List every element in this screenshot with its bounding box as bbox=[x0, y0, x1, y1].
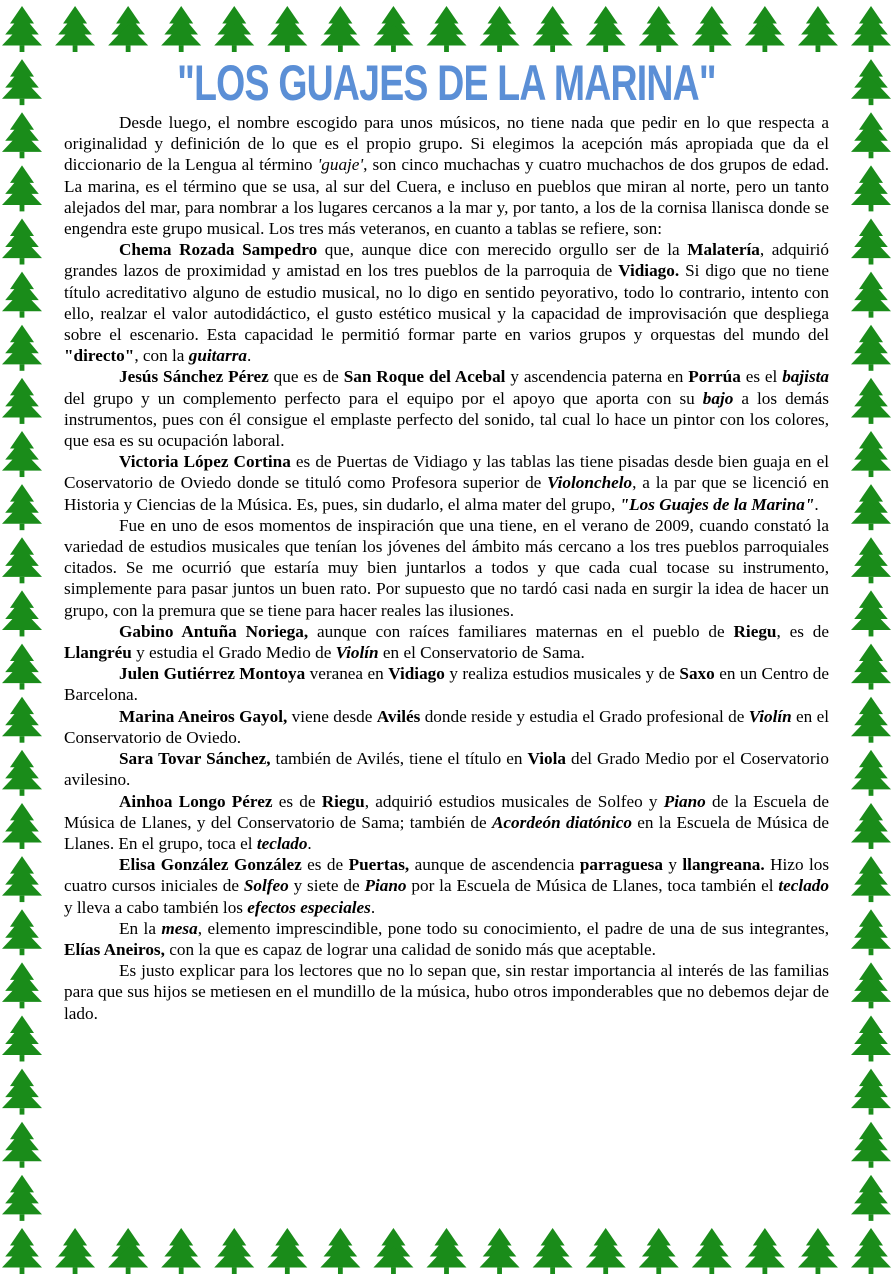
pine-tree-icon bbox=[2, 378, 42, 424]
pine-tree-icon bbox=[586, 6, 626, 52]
paragraph-gabino bbox=[64, 621, 829, 663]
text-run: en la Escuela de Música de Llanes. En el grupo, toca el bbox=[64, 812, 829, 853]
paragraph-julen bbox=[64, 663, 829, 705]
pine-tree-icon bbox=[2, 272, 42, 318]
paragraph-mesa bbox=[64, 918, 829, 960]
pine-tree-icon bbox=[798, 6, 838, 52]
text-run: Vidiago bbox=[388, 664, 445, 684]
text-run: Victoria López Cortina bbox=[119, 452, 291, 472]
pine-tree-icon bbox=[2, 909, 42, 955]
pine-tree-icon bbox=[320, 6, 360, 52]
page-title: "LOS GUAJES DE LA MARINA" bbox=[177, 56, 716, 112]
text-run: y ascendencia paterna en bbox=[505, 367, 689, 387]
pine-tree-icon bbox=[108, 6, 148, 52]
pine-tree-icon bbox=[2, 1015, 42, 1061]
pine-tree-icon bbox=[851, 431, 891, 477]
text-run: y estudia el Grado Medio de bbox=[131, 643, 336, 663]
text-run: , con la bbox=[134, 346, 189, 366]
pine-tree-icon bbox=[851, 590, 891, 636]
pine-tree-icon bbox=[692, 6, 732, 52]
text-run: Sara Tovar Sánchez, bbox=[119, 749, 271, 769]
pine-tree-icon bbox=[851, 1175, 891, 1221]
pine-tree-icon bbox=[851, 165, 891, 211]
pine-tree-icon bbox=[214, 6, 254, 52]
text-run: . bbox=[247, 346, 252, 366]
pine-tree-icon bbox=[161, 1228, 201, 1274]
pine-tree-icon bbox=[851, 484, 891, 530]
pine-tree-icon bbox=[851, 856, 891, 902]
text-run: viene desde bbox=[287, 706, 377, 726]
pine-tree-icon bbox=[851, 272, 891, 318]
text-run: Vidiago. bbox=[618, 261, 680, 281]
text-run: Acordeón diatónico bbox=[491, 812, 632, 832]
pine-tree-icon bbox=[639, 1228, 679, 1274]
text-run: es de Puertas de Vidiago y las tablas las tiene pisadas desde bien guaja en el Coservatorio de Oviedo donde se tituló como Profesora superior de bbox=[64, 452, 830, 493]
pine-tree-icon bbox=[427, 6, 467, 52]
text-run: bajo bbox=[702, 388, 734, 408]
pine-tree-icon bbox=[108, 1228, 148, 1274]
text-run: En la bbox=[119, 918, 162, 938]
pine-tree-icon bbox=[480, 6, 520, 52]
text-run: , adquirió estudios musicales de Solfeo y bbox=[364, 791, 664, 811]
text-run: a los demás instrumentos, pues con él consigue el emplaste perfecto del sonido, tal cual lo hace un pintor con los colores, que esa es su ocupación laboral. bbox=[64, 388, 829, 451]
pine-tree-icon bbox=[851, 962, 891, 1008]
text-run: que es de bbox=[268, 367, 344, 387]
pine-tree-icon bbox=[851, 909, 891, 955]
text-run: guitarra bbox=[188, 346, 248, 366]
text-run: con la que es capaz de lograr una calidad de sonido más que aceptable. bbox=[164, 939, 656, 959]
paragraph-elisa bbox=[64, 854, 829, 918]
pine-tree-icon bbox=[851, 537, 891, 583]
text-run: es el bbox=[740, 367, 783, 387]
pine-tree-icon bbox=[427, 1228, 467, 1274]
pine-tree-icon bbox=[2, 750, 42, 796]
pine-tree-icon bbox=[2, 1228, 42, 1274]
pine-tree-icon bbox=[533, 6, 573, 52]
text-run: Violín bbox=[748, 706, 792, 726]
pine-tree-icon bbox=[267, 1228, 307, 1274]
text-run: Chema Rozada Sampedro bbox=[119, 240, 318, 260]
text-run: Es justo explicar para los lectores que no lo sepan que, sin restar importancia al interés de las familias para que sus hijos se metiesen en el mundillo de la música, hubo otros imponderables que no debemos dejar de lado. bbox=[64, 961, 829, 1023]
text-run: que, aunque dice con merecido orgullo ser de la bbox=[317, 240, 688, 260]
pine-tree-icon bbox=[2, 1175, 42, 1221]
text-run: aunque de ascendencia bbox=[409, 855, 580, 875]
pine-tree-icon bbox=[2, 1122, 42, 1168]
text-run: Violín bbox=[335, 643, 379, 663]
text-run: Ainhoa Longo Pérez bbox=[119, 791, 273, 811]
text-run: , a la par que se licenció en Historia y Ciencias de la Música. Es, pues, sin dudarlo, el alma mater del grupo, bbox=[64, 473, 829, 514]
text-run: Elisa González González bbox=[119, 855, 302, 875]
text-run: Fue en uno de esos momentos de inspiración que una tiene, en el verano de 2009, cuando constató la variedad de estudios musicales que tenían los jóvenes del ámbito más cercano a los tres pueblos parroquiales citados. Se me ocurrió que estaría muy bien juntarlos a todos y que cada cual tocase su instrumento, simplemente para pasar juntos un buen rato. Por supuesto que no tardó casi nada en surgir la idea de hacer un grupo, con la premura que se tiene para hacer reales las ilusiones. bbox=[64, 515, 829, 620]
pine-tree-icon bbox=[2, 590, 42, 636]
pine-tree-icon bbox=[851, 1122, 891, 1168]
pine-tree-icon bbox=[2, 856, 42, 902]
text-run: Piano bbox=[364, 876, 407, 896]
pine-tree-icon bbox=[480, 1228, 520, 1274]
pine-tree-icon bbox=[533, 1228, 573, 1274]
text-run: Violonchelo bbox=[547, 473, 633, 493]
text-run: Malatería bbox=[687, 240, 760, 260]
text-run: en un Centro de Barcelona. bbox=[64, 664, 829, 705]
text-run: , elemento imprescindible, pone todo su conocimiento, el padre de una de sus integrantes, bbox=[197, 918, 829, 938]
paragraph-intro bbox=[64, 112, 829, 239]
pine-tree-icon bbox=[851, 644, 891, 690]
pine-tree-icon bbox=[373, 6, 413, 52]
pine-tree-icon bbox=[851, 112, 891, 158]
text-run: y bbox=[662, 855, 683, 875]
pine-tree-icon bbox=[2, 644, 42, 690]
text-run: . bbox=[307, 833, 312, 853]
document-page bbox=[64, 56, 829, 1024]
pine-tree-icon bbox=[851, 325, 891, 371]
text-run: San Roque del Acebal bbox=[343, 367, 506, 387]
paragraph-marina bbox=[64, 706, 829, 748]
text-run: Elías Aneiros, bbox=[64, 939, 165, 959]
pine-tree-icon bbox=[161, 6, 201, 52]
pine-tree-icon bbox=[851, 1069, 891, 1115]
article-body bbox=[64, 112, 829, 1024]
text-run: mesa bbox=[161, 918, 198, 938]
text-run: en el Conservatorio de Sama. bbox=[378, 643, 585, 663]
paragraph-chema bbox=[64, 239, 829, 366]
text-run: Avilés bbox=[376, 706, 421, 726]
text-run: 'guaje' bbox=[317, 155, 364, 175]
pine-tree-icon bbox=[692, 1228, 732, 1274]
pine-tree-icon bbox=[745, 6, 785, 52]
text-run: llangreana. bbox=[682, 855, 765, 875]
text-run: . bbox=[814, 494, 819, 514]
text-run: Riegu bbox=[321, 791, 365, 811]
text-run: también de Avilés, tiene el título en bbox=[270, 749, 528, 769]
pine-tree-icon bbox=[267, 6, 307, 52]
paragraph-victoria bbox=[64, 451, 829, 515]
text-run: Desde luego, el nombre escogido para unos músicos, no tiene nada que pedir en lo que respecta a originalidad y definición de lo que es el propio grupo. Si elegimos la acepción más apropiada que da el diccionario de la Lengua al término bbox=[64, 113, 829, 175]
text-run: en el Conservatorio de Oviedo. bbox=[64, 706, 830, 747]
text-run: Hizo los cuatro cursos iniciales de bbox=[64, 855, 830, 896]
text-run: . bbox=[370, 897, 376, 917]
pine-tree-icon bbox=[2, 431, 42, 477]
text-run: Llangréu bbox=[64, 643, 132, 663]
text-run: teclado bbox=[778, 876, 829, 896]
pine-tree-icon bbox=[851, 378, 891, 424]
pine-tree-icon bbox=[2, 803, 42, 849]
text-run: Marina Aneiros Gayol, bbox=[119, 706, 288, 726]
paragraph-jesus bbox=[64, 366, 829, 451]
text-run: Puertas, bbox=[348, 855, 410, 875]
text-run: Julen Gutiérrez Montoya bbox=[119, 664, 306, 684]
pine-tree-icon bbox=[55, 6, 95, 52]
pine-tree-icon bbox=[55, 1228, 95, 1274]
text-run: veranea en bbox=[305, 664, 389, 684]
pine-tree-icon bbox=[2, 962, 42, 1008]
pine-tree-icon bbox=[851, 59, 891, 105]
text-run: por la Escuela de Música de Llanes, toca también el bbox=[406, 876, 779, 896]
text-run: Saxo bbox=[679, 664, 715, 684]
pine-tree-icon bbox=[2, 325, 42, 371]
pine-tree-icon bbox=[851, 6, 891, 52]
text-run: efectos especiales bbox=[247, 897, 371, 917]
pine-tree-icon bbox=[851, 1228, 891, 1274]
pine-tree-icon bbox=[2, 219, 42, 265]
paragraph-cierre bbox=[64, 960, 829, 1024]
pine-tree-icon bbox=[373, 1228, 413, 1274]
text-run: Gabino Antuña Noriega, bbox=[119, 621, 309, 641]
text-run: de la Escuela de Música de Llanes, y del Conservatorio de Sama; también de bbox=[64, 791, 829, 832]
paragraph-origen bbox=[64, 515, 829, 621]
text-run: del grupo y un complemento perfecto para el equipo por el apoyo que aporta con su bbox=[64, 388, 703, 408]
pine-tree-icon bbox=[2, 537, 42, 583]
pine-tree-icon bbox=[851, 750, 891, 796]
pine-tree-icon bbox=[745, 1228, 785, 1274]
paragraph-sara bbox=[64, 748, 829, 790]
text-run: Jesús Sánchez Pérez bbox=[119, 367, 269, 387]
pine-tree-icon bbox=[2, 112, 42, 158]
pine-tree-icon bbox=[851, 697, 891, 743]
text-run: , son cinco muchachas y cuatro muchachos de dos grupos de edad. La marina, es el término que se usa, al sur del Cuera, e incluso en pueblos que miran al norte, pero un tanto alejados del mar, para nombrar a los lugares cercanos a la mar y, por tanto, a los de la cornisa llanisca donde se engendra este grupo musical. Los tres más veteranos, en cuanto a tablas se refiere, son: bbox=[64, 155, 830, 239]
text-run: del Grado Medio por el Coservatorio avilesino. bbox=[64, 749, 829, 790]
pine-tree-icon bbox=[2, 697, 42, 743]
pine-tree-icon bbox=[2, 165, 42, 211]
pine-tree-icon bbox=[851, 1015, 891, 1061]
text-run: "directo" bbox=[64, 346, 135, 366]
text-run: , adquirió grandes lazos de proximidad y amistad en los tres pueblos de la parroquia de bbox=[64, 240, 829, 281]
text-run: y lleva a cabo también los bbox=[64, 897, 248, 917]
text-run: Piano bbox=[663, 791, 706, 811]
text-run: Porrúa bbox=[688, 367, 741, 387]
text-run: "Los Guajes de la Marina" bbox=[619, 494, 815, 514]
pine-tree-icon bbox=[798, 1228, 838, 1274]
text-run: Si digo que no tiene título acreditativo alguno de estudio musical, no lo digo en sentido peyorativo, todo lo contrario, intento con ello, realzar el valor autodidáctico, el gusto estético musical y la capacidad de improvisación que despliega sobre el escenario. Esta capacidad le permitió formar parte en varios grupos y orquestas del mundo del bbox=[64, 261, 829, 345]
text-run: , es de bbox=[776, 621, 829, 641]
pine-tree-icon bbox=[2, 6, 42, 52]
text-run: es de bbox=[301, 855, 349, 875]
text-run: Viola bbox=[527, 749, 566, 769]
pine-tree-icon bbox=[2, 59, 42, 105]
text-run: Riegu bbox=[733, 621, 777, 641]
pine-tree-icon bbox=[586, 1228, 626, 1274]
pine-tree-icon bbox=[2, 1069, 42, 1115]
text-run: parraguesa bbox=[579, 855, 663, 875]
text-run: es de bbox=[272, 791, 322, 811]
text-run: donde reside y estudia el Grado profesional de bbox=[420, 706, 749, 726]
paragraph-ainhoa bbox=[64, 791, 829, 855]
text-run: aunque con raíces familiares maternas en el pueblo de bbox=[308, 621, 734, 641]
text-run: y siete de bbox=[288, 876, 365, 896]
text-run: Solfeo bbox=[243, 876, 289, 896]
pine-tree-icon bbox=[2, 484, 42, 530]
text-run: y realiza estudios musicales y de bbox=[444, 664, 680, 684]
pine-tree-icon bbox=[320, 1228, 360, 1274]
pine-tree-icon bbox=[214, 1228, 254, 1274]
pine-tree-icon bbox=[851, 219, 891, 265]
pine-tree-icon bbox=[639, 6, 679, 52]
text-run: teclado bbox=[256, 833, 308, 853]
text-run: bajista bbox=[782, 367, 829, 387]
pine-tree-icon bbox=[851, 803, 891, 849]
